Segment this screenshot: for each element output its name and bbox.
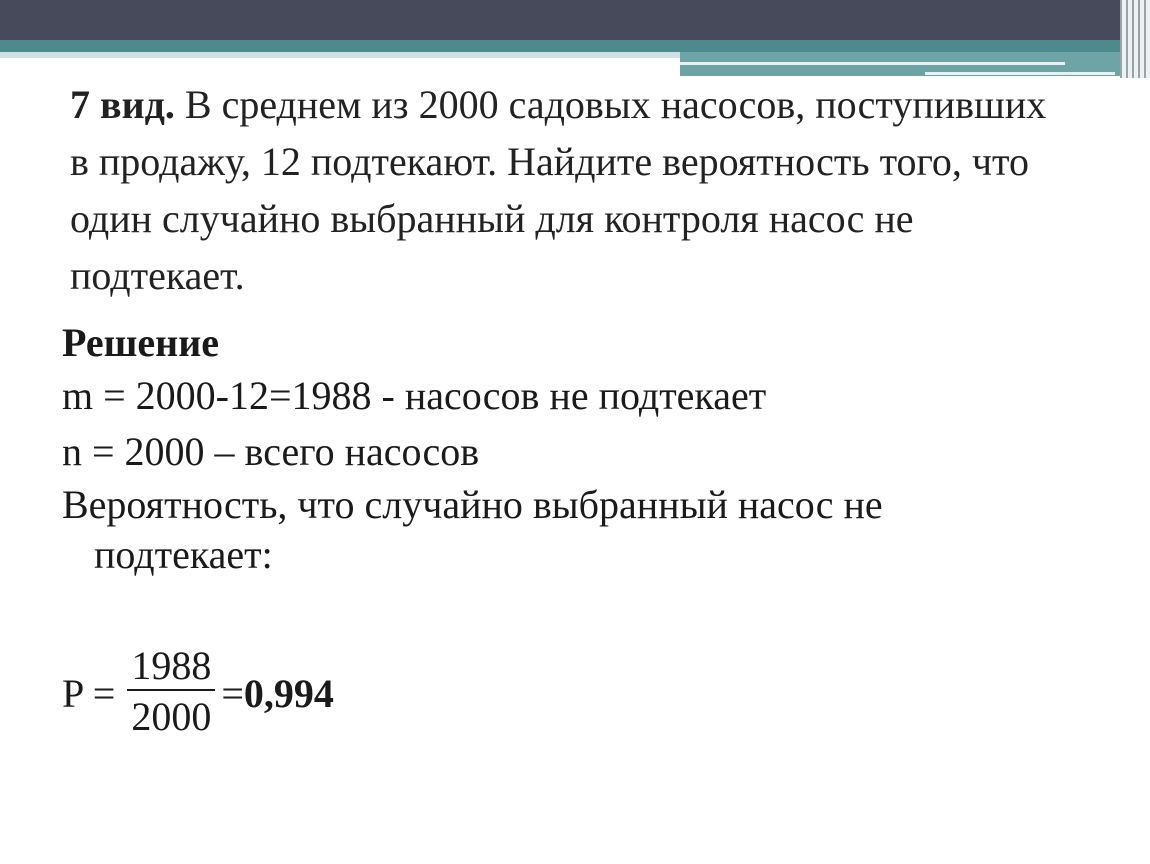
header-edge-stripes xyxy=(1120,0,1150,78)
header-band-dark xyxy=(0,0,1120,40)
probability-formula xyxy=(62,638,334,748)
probability-text-line-1: Вероятность, что случайно выбранный насос не xyxy=(62,482,883,527)
header-line xyxy=(680,62,1065,65)
solution-block xyxy=(62,318,1112,580)
fraction xyxy=(127,643,215,743)
solution-line-n: n = 2000 – всего насосов xyxy=(62,429,480,474)
fraction-numerator: 1988 xyxy=(131,643,212,688)
header-band-teal xyxy=(0,40,1120,52)
problem-text: В среднем из 2000 садовых насосов, поступивших в продажу, 12 подтекают. Найдите вероятность того, что один случайно выбранный для контроля насос не подтекает. xyxy=(70,82,1047,298)
solution-title: Решение xyxy=(62,320,220,365)
solution-probability-text xyxy=(62,480,1112,580)
formula-result: 0,994 xyxy=(243,670,334,716)
problem-label: 7 вид. xyxy=(70,82,175,127)
fraction-denominator: 2000 xyxy=(131,694,212,739)
formula-equals: = xyxy=(221,670,244,716)
header-band-light xyxy=(0,52,680,58)
problem-statement xyxy=(70,76,1070,304)
solution-line-m: m = 2000-12=1988 - насосов не подтекает xyxy=(62,373,767,418)
probability-text-line-2: подтекает: xyxy=(94,532,273,577)
formula-lhs: P = xyxy=(62,670,116,716)
header-line-2 xyxy=(925,72,1115,75)
